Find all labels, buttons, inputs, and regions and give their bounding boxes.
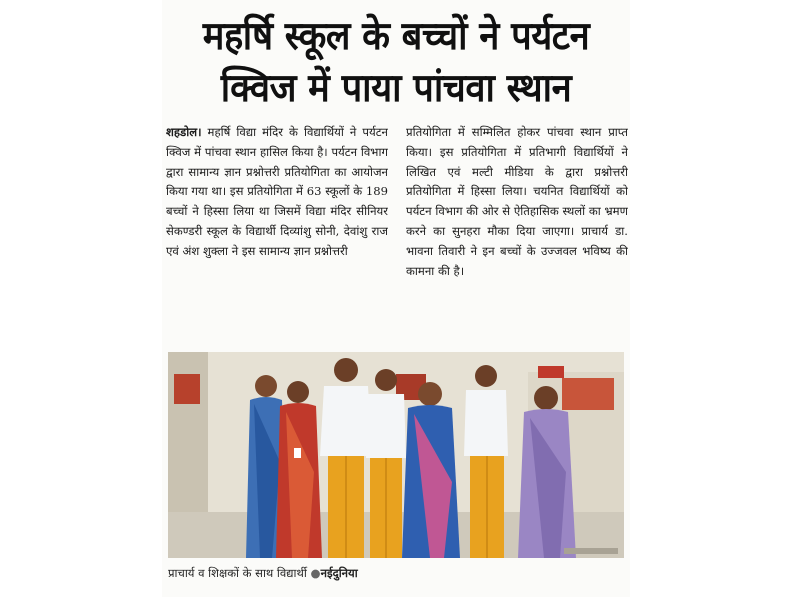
caption-bullet: ● (310, 566, 321, 580)
caption-text: प्राचार्य व शिक्षकों के साथ विद्यार्थी (168, 566, 307, 580)
article-column-1 (166, 123, 388, 343)
group-photo (168, 352, 624, 558)
headline-line-1: महर्षि स्कूल के बच्चों ने पर्यटन (202, 14, 590, 59)
wall-poster-left (174, 374, 200, 404)
photo-stamp (564, 548, 618, 554)
caption-source: नईदुनिया (320, 566, 358, 580)
person-teacher-2 (276, 381, 322, 558)
group-photo-illustration (168, 352, 624, 558)
person-student-2 (366, 369, 406, 558)
person-student-3 (464, 365, 508, 558)
dateline: शहडोल। (166, 125, 202, 139)
person-principal (402, 382, 460, 558)
headline-line-2: क्विज में पाया पांचवा स्थान (220, 66, 572, 111)
wall-sign (538, 366, 564, 378)
newspaper-clipping (162, 0, 630, 597)
article-column-2: प्रतियोगिता में सम्मिलित होकर पांचवा स्थान प्राप्त किया। इस प्रतियोगिता में प्रतिभागी विद्यार्थियों ने लिखित एवं मल्टी मीडिया के द्वारा प्रश्नोत्तरी प्रतियोगिता में हिस्सा लिया। चयनित विद्यार्थियों को पर्यटन विभाग की ओर से ऐतिहासिक स्थलों का भ्रमण करने का सुनहरा मौका दिया जाएगा। प्राचार्य डा. भावना तिवारी ने इन बच्चों के उज्जवल भविष्य की कामना की है। (406, 125, 628, 278)
wall-poster-right (562, 378, 614, 410)
photo-caption (168, 566, 358, 581)
article-column-1-text: महर्षि विद्या मंदिर के विद्यार्थियों ने पर्यटन क्विज में पांचवा स्थान हासिल किया है। पर्यटन विभाग द्वारा सामान्य ज्ञान प्रश्नोत्तरी प्रतियोगिता का आयोजन किया गया था। इस प्रतियोगिता में 63 स्कूलों के 189 बच्चों ने हिस्सा लिया था जिसमें विद्या मंदिर सीनियर सेकण्डरी स्कूल के विद्यार्थी दिव्यांशु सोनी, देवांशु राज एवं अंश शुक्ला ने इस सामान्य ज्ञान प्रश्नोत्तरी (166, 125, 388, 258)
